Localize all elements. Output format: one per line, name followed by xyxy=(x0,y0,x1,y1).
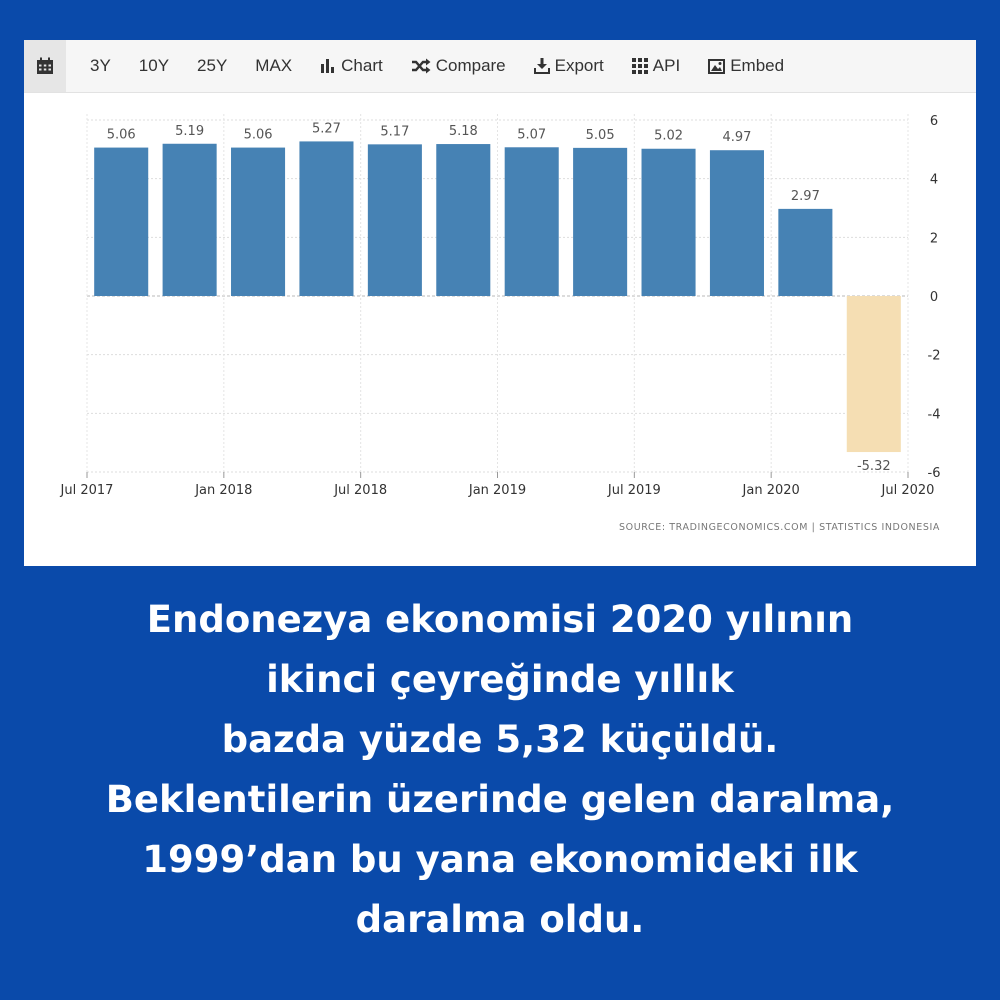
y-tick-label: 0 xyxy=(929,290,939,305)
y-tick-label: -4 xyxy=(927,407,941,423)
bar xyxy=(710,150,764,296)
range-10y-button[interactable] xyxy=(125,40,183,92)
export-button[interactable] xyxy=(520,40,618,92)
calendar-button[interactable] xyxy=(24,40,66,92)
bar-chart-icon xyxy=(320,58,336,74)
api-button[interactable] xyxy=(618,40,694,92)
bar xyxy=(505,147,559,296)
grid-icon xyxy=(632,58,648,74)
bar xyxy=(163,144,217,296)
range-25y-label: 25Y xyxy=(197,56,228,75)
embed-label: Embed xyxy=(730,56,785,75)
caption xyxy=(20,590,980,950)
data-label: 4.97 xyxy=(722,130,752,146)
data-label: 5.05 xyxy=(585,127,615,143)
data-label: 5.07 xyxy=(517,127,547,143)
x-tick-label: Jan 2018 xyxy=(195,483,253,498)
chart-card xyxy=(24,40,976,566)
bar-chart xyxy=(24,92,976,566)
calendar-icon xyxy=(36,57,54,75)
source-note: SOURCE: TRADINGECONOMICS.COM | STATISTICS INDONESIA xyxy=(619,522,940,533)
range-25y-button[interactable] xyxy=(183,40,241,92)
data-label: 5.06 xyxy=(243,127,273,143)
bar xyxy=(778,209,832,296)
caption-line: Endonezya ekonomisi 2020 yılının xyxy=(146,598,854,641)
caption-line: daralma oldu. xyxy=(355,898,645,941)
x-tick-label: Jul 2019 xyxy=(607,483,661,498)
chart-toolbar xyxy=(24,40,976,93)
x-tick-label: Jul 2020 xyxy=(881,483,935,498)
caption-line: 1999’dan bu yana ekonomideki ilk xyxy=(142,838,858,881)
download-icon xyxy=(534,58,550,74)
range-max-button[interactable] xyxy=(241,40,306,92)
data-label: -5.32 xyxy=(856,459,891,475)
data-label: 5.18 xyxy=(448,124,478,140)
caption-line: Beklentilerin üzerinde gelen daralma, xyxy=(105,778,895,821)
compare-label: Compare xyxy=(435,56,506,75)
y-tick-label: 6 xyxy=(929,114,939,129)
x-tick-label: Jan 2019 xyxy=(468,483,527,498)
bar xyxy=(94,148,148,296)
embed-button[interactable] xyxy=(694,40,798,92)
caption-line: bazda yüzde 5,32 küçüldü. xyxy=(221,718,779,761)
data-label: 5.27 xyxy=(311,121,341,137)
data-label: 5.06 xyxy=(106,127,136,143)
chart-label: Chart xyxy=(341,56,383,75)
data-label: 5.19 xyxy=(175,123,205,139)
image-icon xyxy=(708,59,725,74)
x-tick-label: Jul 2017 xyxy=(60,483,114,498)
x-tick-label: Jan 2020 xyxy=(742,483,800,498)
y-tick-label: 2 xyxy=(929,231,939,247)
range-3y-button[interactable] xyxy=(76,40,125,92)
bar xyxy=(436,144,490,296)
bar xyxy=(847,296,901,452)
bar xyxy=(368,144,422,296)
bar xyxy=(573,148,627,296)
y-tick-label: -6 xyxy=(927,466,941,481)
chart-button[interactable] xyxy=(306,40,397,92)
shuffle-icon xyxy=(411,58,431,74)
data-label: 2.97 xyxy=(790,188,820,204)
range-3y-label: 3Y xyxy=(90,56,111,75)
caption-line: ikinci çeyreğinde yıllık xyxy=(266,658,734,701)
x-tick-label: Jul 2018 xyxy=(334,483,388,498)
y-tick-label: -2 xyxy=(927,348,941,364)
bar xyxy=(642,149,696,296)
bar xyxy=(231,148,285,296)
data-label: 5.02 xyxy=(654,128,684,144)
export-label: Export xyxy=(554,56,604,75)
data-label: 5.17 xyxy=(380,124,410,140)
y-tick-label: 4 xyxy=(929,172,939,188)
bar xyxy=(299,141,353,296)
range-max-label: MAX xyxy=(255,56,293,75)
compare-button[interactable] xyxy=(397,40,520,92)
api-label: API xyxy=(652,56,681,75)
range-10y-label: 10Y xyxy=(138,56,170,75)
